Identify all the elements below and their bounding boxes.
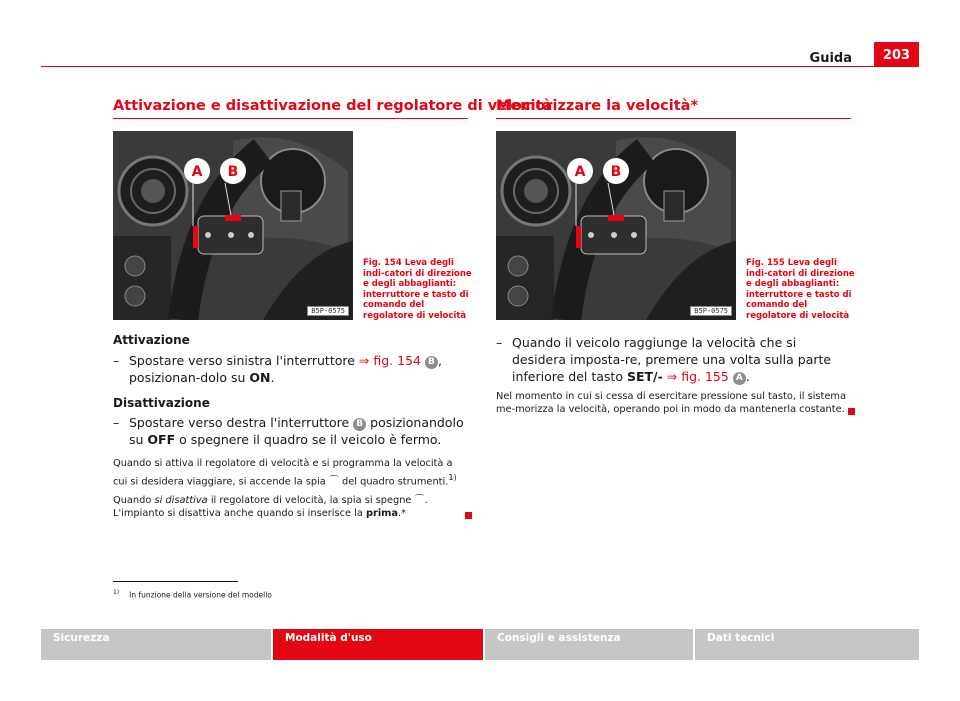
footnote-rule [113, 581, 238, 582]
callout-b: B [227, 164, 239, 180]
deactivation-title: Disattivazione [113, 396, 210, 410]
figure-code: B5P-0575 [307, 306, 349, 316]
footnote: $^{1)}$ In funzione della versione del modello [113, 589, 272, 600]
callout-a: A [574, 164, 586, 180]
left-heading: Attivazione e disattivazione del regolatore di velocità [113, 98, 553, 114]
footer-tab-modalita-duso[interactable]: Modalità d'uso [273, 629, 483, 660]
left-heading-rule [113, 118, 468, 119]
figure-155 [496, 131, 736, 320]
cruise-control-icon: ⌒ [328, 475, 339, 487]
callout-b-badge: B [425, 356, 438, 369]
header-rule [41, 66, 919, 67]
fig-155-link[interactable]: ⇒ fig. 155 [666, 369, 729, 384]
footer-tab-sicurezza[interactable]: Sicurezza [41, 629, 271, 660]
page-number: 203 [874, 42, 919, 67]
memorize-item: – Quando il veicolo raggiunge la velocità che si desidera imposta-re, premere una volta sulla parte inferiore del tasto SET/- ⇒ fig. 155 A . [496, 335, 832, 384]
cruise-control-icon: ⌒ [414, 495, 425, 506]
footer-tab-dati-tecnici[interactable]: Dati tecnici [695, 629, 919, 660]
paragraph-1: Quando si attiva il regolatore di velocità e si programma la velocità a cui si desidera viaggiare, si accende la spia ⌒ del quadro strumenti.$^{1)}$ [113, 458, 457, 487]
footer-tab-consigli-e-assistenza[interactable]: Consigli e assistenza [485, 629, 693, 660]
figure-154 [113, 131, 353, 320]
end-marker [848, 408, 855, 415]
section-name: Guida [809, 51, 852, 66]
memorize-paragraph: Nel momento in cui si cessa di esercitare pressione sul tasto, il sistema me-morizza la velocità, operando poi in modo da mantenerla costante. [496, 391, 846, 415]
callout-b: B [610, 164, 622, 180]
steering-lever-illustration [496, 131, 736, 320]
deactivation-item: – Spostare verso destra l'interruttore B posizionandolo su OFF o spegnere il quadro se il veicolo è fermo. [113, 415, 464, 447]
end-marker [465, 512, 472, 519]
callout-a-badge: A [733, 372, 746, 385]
figure-155-caption: Fig. 155 Leva degli indi-catori di direzione e degli abbaglianti: interruttore e tasto di comando del regolatore di velocità [746, 258, 855, 321]
figure-154-caption: Fig. 154 Leva degli indi-catori di direzione e degli abbaglianti: interruttore e tasto di comando del regolatore di velocità [363, 258, 472, 321]
callout-a: A [191, 164, 203, 180]
activation-item: – Spostare verso sinistra l'interruttore ⇒ fig. 154 B , posizionan-dolo su ON. [113, 353, 442, 385]
callout-b-badge: B [353, 418, 366, 431]
fig-154-link[interactable]: ⇒ fig. 154 [358, 353, 421, 368]
paragraph-2: Quando si disattiva il regolatore di velocità, la spia si spegne ⌒. L'impianto si disattiva anche quando si inserisce la prima.* [113, 495, 428, 519]
right-heading: Memorizzare la velocità* [496, 98, 699, 114]
figure-code: B5P-0575 [690, 306, 732, 316]
activation-title: Attivazione [113, 333, 190, 347]
steering-lever-illustration [113, 131, 353, 320]
right-heading-rule [496, 118, 851, 119]
